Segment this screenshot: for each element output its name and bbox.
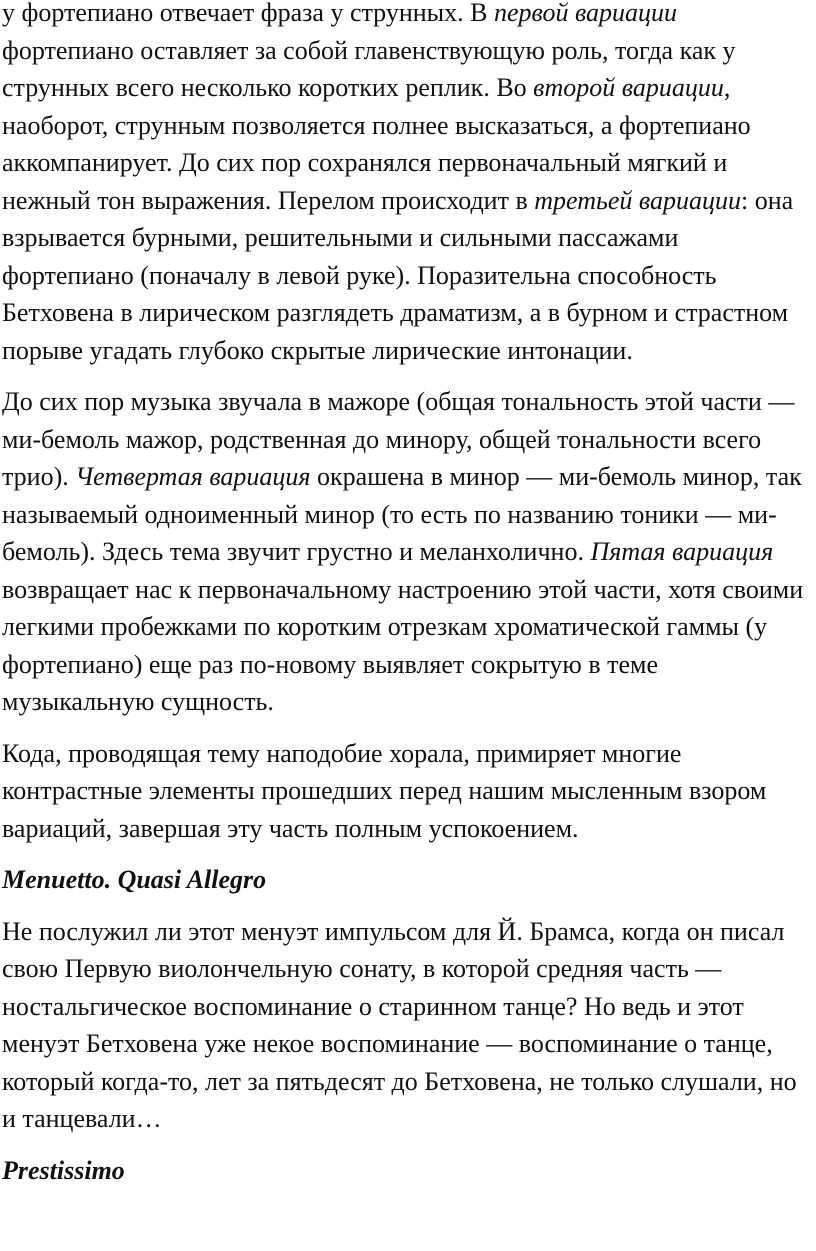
- text-segment: у фортепиано отвечает фраза у струнных. В: [2, 0, 494, 27]
- text-segment: , наоборот, струнным позволяется полнее высказаться, а фортепиано аккомпанирует. До сих пор сохранялся первоначальный мягкий и нежный тон выражения. Перелом происходит в: [2, 73, 751, 215]
- heading-prestissimo: Prestissimo: [2, 1155, 125, 1185]
- text-segment: : она взрывается бурными, решительными и сильными пассажами фортепиано (поначалу в левой руке). Поразительна способность Бетховена в лирическом разглядеть драматизм, а в бурном и страстном порыве угадать глубоко скрытые лирические интонации.: [2, 185, 794, 365]
- paragraph-variations-1-3: [2, 0, 808, 369]
- text-segment: окрашена в минор — ми-бемоль минор, так называемый одноименный минор (то есть по названию тоники — ми-бемоль). Здесь тема звучит грустно и меланхолично.: [2, 462, 802, 566]
- text-segment: До сих пор музыка звучала в мажоре (общая тональность этой части — ми-бемоль мажор, родственная до минору, общей тональности всего трио).: [2, 387, 795, 491]
- text-segment-italic: Пятая вариация: [590, 537, 774, 566]
- paragraph-menuetto: Не послужил ли этот менуэт импульсом для Й. Брамса, когда он писал свою Первую виолончельную сонату, в которой средняя часть — ностальгическое воспоминание о старинном танце? Но ведь и этот менуэт Бетховена уже некое воспоминание — воспоминание о танце, который когда-то, лет за пятьдесят до Бетховена, не только слушали, но и танцевали…: [2, 916, 797, 1133]
- text-segment-italic: Четвертая вариация: [75, 462, 311, 491]
- paragraph-coda: [2, 735, 808, 848]
- text-segment-italic: третьей вариации: [534, 185, 741, 215]
- document-page: [2, 0, 808, 1203]
- text-segment: Кода, проводящая тему наподобие хорала, примиряет многие контрастные элементы прошедших перед нашим мысленным взором вариаций, завершая эту часть полным успокоением.: [2, 738, 767, 843]
- text-segment-italic: второй вариации: [533, 73, 724, 102]
- text-segment: фортепиано оставляет за собой главенствующую роль, тогда как у струнных всего несколько коротких реплик. Во: [2, 35, 736, 102]
- text-segment: возвращает нас к первоначальному настроению этой части, хотя своими легкими пробежками по коротким отрезкам хроматической гаммы (у фортепиано) еще раз по-новому выявляет сокрытую в теме музыкальную сущность.: [2, 574, 804, 716]
- text-segment-italic: первой вариации: [493, 0, 678, 27]
- heading-menuetto: Menuetto. Quasi Allegro: [2, 865, 267, 894]
- paragraph-variations-4-5: [2, 383, 808, 721]
